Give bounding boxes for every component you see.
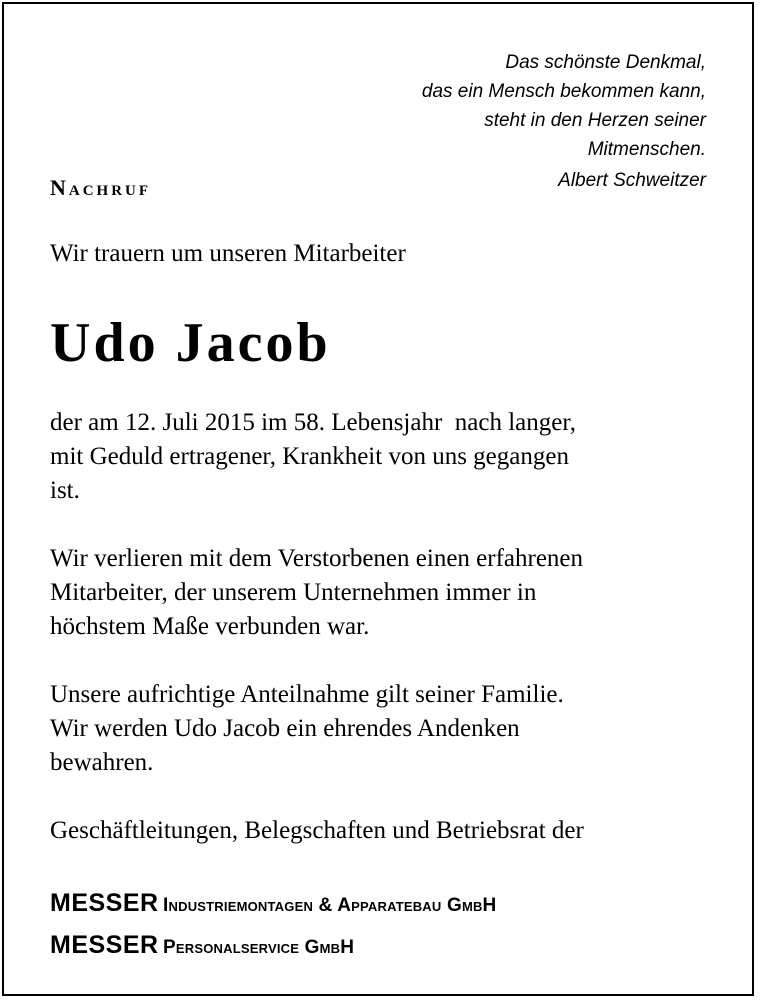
company-brand: MESSER (50, 931, 159, 959)
quote-line: steht in den Herzen seiner (484, 110, 706, 131)
quote-line: Das schönste Denkmal, (505, 52, 706, 73)
paragraph-line: Mitarbeiter, der unserem Unternehmen immer in (50, 579, 537, 606)
deceased-name: Udo Jacob (50, 312, 331, 374)
company-suffix: Industriemontagen & Apparatebau GmbH (163, 895, 497, 916)
paragraph-tribute (50, 542, 583, 644)
paragraph-line: Unsere aufrichtige Anteilnahme gilt seiner Familie. (50, 681, 564, 708)
company-line (50, 928, 354, 966)
paragraph-line: mit Geduld ertragener, Krankheit von uns gegangen (50, 443, 569, 470)
company-brand: MESSER (50, 889, 159, 917)
company-line (50, 886, 496, 924)
paragraph-line: Geschäftleitungen, Belegschaften und Betriebsrat der (50, 817, 584, 844)
quote-line: Mitmenschen. (587, 139, 706, 160)
obituary-frame (2, 2, 754, 996)
paragraph-line: höchstem Maße verbunden war. (50, 613, 370, 640)
paragraph-signatories (50, 814, 584, 848)
paragraph-line: der am 12. Juli 2015 im 58. Lebensjahr nach langer, (50, 409, 576, 436)
paragraph-line: Wir werden Udo Jacob ein ehrendes Andenken (50, 715, 520, 742)
paragraph-line: ist. (50, 477, 80, 504)
paragraph-line: Wir verlieren mit dem Verstorbenen einen erfahrenen (50, 545, 584, 572)
quote-block (286, 48, 706, 164)
quote-line: das ein Mensch bekommen kann, (421, 81, 706, 102)
paragraph-death-notice (50, 406, 576, 508)
intro-text: Wir trauern um unseren Mitarbeiter (50, 240, 406, 267)
company-suffix: Personalservice GmbH (163, 937, 355, 958)
quote-author: Albert Schweitzer (558, 170, 706, 191)
obituary-heading: Nachruf (50, 175, 152, 200)
paragraph-line: bewahren. (50, 749, 154, 776)
paragraph-condolence (50, 678, 564, 780)
